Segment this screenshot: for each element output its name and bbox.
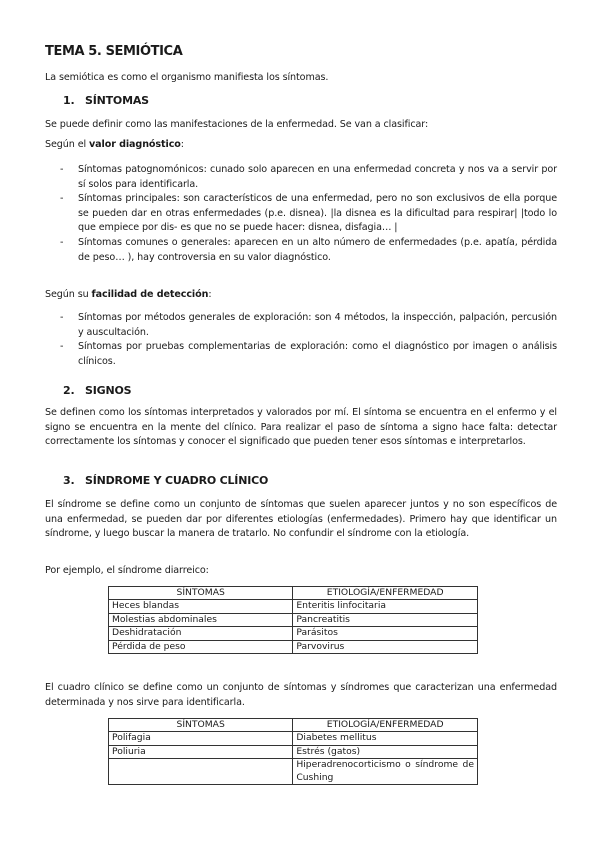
sintomas-definition: Se puede definir como las manifestaciones de la enfermedad. Se van a clasificar: — [45, 119, 429, 130]
table-row: Hiperadrenocorticismo o síndrome de Cushing — [109, 759, 478, 785]
table-row: Pérdida de peso Parvovirus — [109, 640, 478, 653]
signos-paragraph: Se definen como los síntomas interpretados y valorados por mí. El síntoma se encuentra en el enfermo y el signo se encuentra en la mente del clínico. Para realizar el paso de síntoma a signo hace falta: detectar correctamente los síntomas y conocer el significado que pueden tener esos síntomas e interpretarlos. — [45, 407, 557, 448]
table-header-row — [109, 719, 478, 732]
column-header: SÍNTOMAS — [109, 719, 293, 732]
section-heading-signos — [63, 384, 575, 397]
list-item: - Síntomas comunes o generales: aparecen en un alto número de enfermedades (p.e. apatía, pérdida de peso… ), hay controversia en su valor diagnóstico. — [45, 236, 557, 265]
sindrome-paragraph: El síndrome se define como un conjunto de síntomas que suelen aparecer juntos y no son específicos de una enfermedad, se pueden dar por diferentes etiologías (enfermedades). Primero hay que identificar un síndrome, y luego buscar la manera de tratarlo. No confundir el síndrome con la etiología. — [45, 499, 557, 540]
table-row: Molestias abdominales Pancreatitis — [109, 613, 478, 626]
list-item: - Síntomas por métodos generales de exploración: son 4 métodos, la inspección, palpación, percusión y auscultación. — [45, 311, 557, 340]
facilidad-deteccion-list — [45, 311, 557, 369]
section-number: 1. — [63, 94, 75, 107]
table-row: Poliuria Estrés (gatos) — [109, 745, 478, 758]
section-heading-sindrome — [63, 474, 575, 487]
section-title: SÍNTOMAS — [85, 94, 149, 107]
list-item: - Síntomas por pruebas complementarias de exploración: como el diagnóstico por imagen o análisis clínicos. — [45, 340, 557, 369]
table-row: Polifagia Diabetes mellitus — [109, 732, 478, 745]
page-title: TEMA 5. SEMIÓTICA — [45, 44, 183, 59]
column-header: ETIOLOGÍA/ENFERMEDAD — [293, 719, 478, 732]
valor-diagnostico-label: Según el valor diagnóstico: — [45, 139, 184, 150]
column-header: SÍNTOMAS — [109, 587, 293, 600]
list-item: - Síntomas patognomónicos: cunado solo aparecen en una enfermedad concreta y nos va a servir por sí solos para identificarla. — [45, 163, 557, 192]
table-row: Heces blandas Enteritis linfocitaria — [109, 600, 478, 613]
section-heading-sintomas — [63, 94, 575, 107]
cuadro-clinico-paragraph: El cuadro clínico se define como un conjunto de síntomas y síndromes que caracterizan una enfermedad determinada y nos sirve para identificarla. — [45, 682, 557, 708]
table-header-row — [109, 587, 478, 600]
facilidad-deteccion-label: Según su facilidad de detección: — [45, 289, 212, 300]
section-title: SÍNDROME Y CUADRO CLÍNICO — [85, 474, 269, 487]
valor-diagnostico-list — [45, 163, 557, 265]
column-header: ETIOLOGÍA/ENFERMEDAD — [293, 587, 478, 600]
valor-diagnostico-term: valor diagnóstico — [89, 139, 181, 150]
section-title: SIGNOS — [85, 384, 132, 397]
list-item: - Síntomas principales: son característicos de una enfermedad, pero no son exclusivos de ella porque se pueden dar en otras enfermedades (p.e. disnea). |la disnea es la dificultad para respirar| |todo lo que empiece por dis- es que no se puede hacer: disnea, disfagia… | — [45, 192, 557, 236]
facilidad-deteccion-term: facilidad de detección — [91, 289, 209, 300]
sindrome-table — [108, 586, 478, 654]
section-number: 2. — [63, 384, 75, 397]
table-row: Deshidratación Parásitos — [109, 627, 478, 640]
intro-paragraph: La semiótica es como el organismo manifiesta los síntomas. — [45, 72, 329, 83]
example-label: Por ejemplo, el síndrome diarreico: — [45, 565, 209, 576]
cuadro-clinico-table — [108, 718, 478, 785]
section-number: 3. — [63, 474, 75, 487]
